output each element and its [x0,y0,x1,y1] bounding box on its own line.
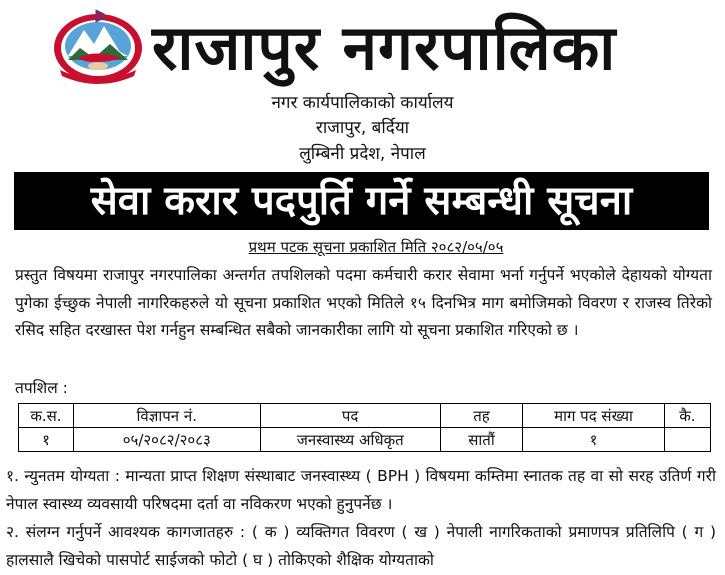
publication-date: प्रथम पटक सूचना प्रकाशित मिति २०८२/०५/०५ [248,238,504,256]
table-cell: १ [523,428,665,452]
column-header: विज्ञापन नं. [73,404,260,428]
table-row [19,428,711,452]
column-header: माग पद संख्या [523,404,665,428]
vacancy-table [18,403,711,452]
table-cell: १ [19,428,74,452]
table-header-row [19,404,711,428]
column-header: पद [260,404,440,428]
office-name: नगर कार्यपालिकाको कार्यालय [271,93,454,113]
notice-banner: सेवा करार पदपुर्ति गर्ने सम्बन्धी सूचना [14,172,709,230]
table-cell [664,428,710,452]
column-header: क.स. [19,404,74,428]
nepal-emblem-logo [50,8,146,84]
municipality-title: राजापुर नगरपालिका [152,11,617,84]
column-header: कै. [664,404,710,428]
office-address: राजापुर, बर्दिया [315,118,410,138]
office-province: लुम्बिनी प्रदेश, नेपाल [299,144,426,164]
intro-paragraph: प्रस्तुत विषयमा राजापुर नगरपालिका अन्तर्गत तपशिलको पदमा कर्मचारी करार सेवामा भर्ना गर्नुपर्ने भएकोले देहायको योग्यता पुगेका ईच्छुक नेपाली नागरिकहरुले यो सूचना प्रकाशित भएको मितिले १५ दिनभित्र माग बमोजिमको विवरण र राजस्व तिरेको रसिद सहित दरखास्त पेश गर्नहुन सम्बन्धित सबैको जानकारीका लागि यो सूचना प्रकाशित गरिएको छ । [15,266,712,340]
requirement-item: १. न्युनतम योग्यता : मान्यता प्राप्त शिक्षण संस्थाबाट जनस्वास्थ्य ( BPH ) विषयमा कम्तिमा स्नातक तह वा सो सरह उतिर्ण गरी नेपाल स्वास्थ्य व्यवसायी परिषदमा दर्ता वा नविकरण भएको हुनुपर्नेछ । [6,467,716,513]
letterhead [0,0,725,172]
table-cell: जनस्वास्थ्य अधिकृत [260,428,440,452]
table-cell: सातौं [440,428,523,452]
requirement-item: २. संलग्न गर्नुपर्ने आवश्यक कागजातहरु : ( क ) व्यक्तिगत विवरण ( ख ) नेपाली नागरिकताको प्रमाणपत्र प्रतिलिपि ( ग ) हालसालै खिचेको पासपोर्ट साईजको फोटो ( घ ) तोकिएको शैक्षिक योग्यताको [6,523,716,569]
details-label: तपशिल : [15,379,68,397]
column-header: तह [440,404,523,428]
table-cell: ०५/२०८२/२०८३ [73,428,260,452]
